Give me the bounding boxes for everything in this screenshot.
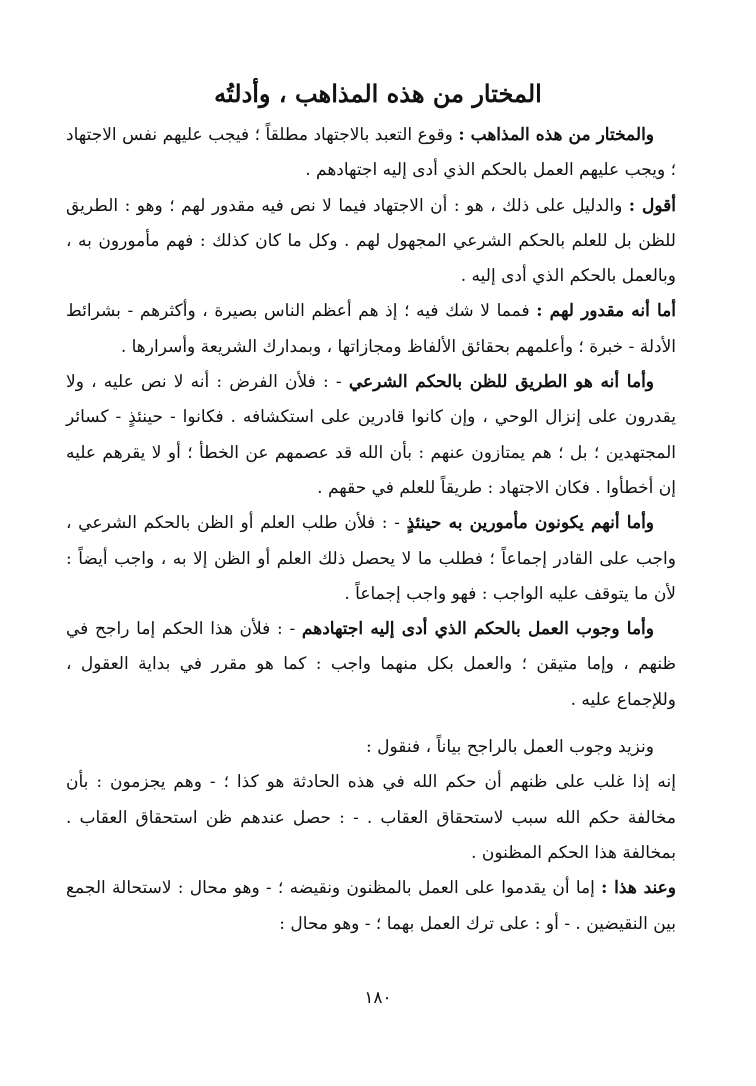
paragraph-lead: أقول : [628, 195, 676, 216]
paragraph-text: إنه إذا غلب على ظنهم أن حكم الله في هذه الحادثة هو كذا ؛ - وهم يجزمون : بأن مخالفة حكم الله سبب لاستحقاق العقاب . - : حصل عندهم ظن استحقاق العقاب . بمخالفة هذا الحكم المظنون . [66, 772, 676, 863]
paragraph-text: - : فلأن هذا الحكم إما راجح في ظنهم ، وإما متيقن ؛ والعمل بكل منهما واجب : كما هو مقرر في بداية العقول ، وللإجماع عليه . [66, 619, 676, 710]
paragraph-lead: والمختار من هذه المذاهب : [458, 125, 654, 145]
paragraph-evidence [66, 189, 676, 295]
paragraph-lead: وأما أنه هو الطريق للظن بالحكم الشرعي [348, 372, 655, 393]
paragraph-capability [66, 294, 676, 365]
paragraph-chosen-view [66, 118, 676, 189]
paragraph-text: وقوع التعبد بالاجتهاد مطلقاً ؛ فيجب عليهم نفس الاجتهاد ؛ ويجب عليهم العمل بالحكم الذي أدى إليه اجتهادهم . [66, 125, 676, 181]
paragraph-text: - : فلأن الفرض : أنه لا نص عليه ، ولا يقدرون على إنزال الوحي ، وإن كانوا قادرين على استكشافه . فكانوا - حينئذٍ - كسائر المجتهدين ؛ بل ؛ هم يمتازون عنهم : بأن الله قد عصمهم عن الخطأ ؛ أو لا يقرهم عليه إن أخطأوا . فكان الاجتهاد : طريقاً للعلم في حقهم . [66, 372, 676, 498]
page-title: المختار من هذه المذاهب ، وأدلتُه [214, 79, 542, 108]
paragraph-text: - : فلأن طلب العلم أو الظن بالحكم الشرعي ، واجب على القادر إجماعاً ؛ فطلب ما لا يحصل ذلك العلم أو الظن إلا به ، واجب أيضاً : لأن ما يتوقف عليه الواجب : فهو واجب إجماعاً . [66, 513, 676, 604]
paragraph-elaboration [66, 730, 676, 765]
page-body [66, 118, 676, 942]
page-number: ١٨٠ [364, 988, 392, 1008]
paragraph-lead: وأما وجوب العمل بالحكم الذي أدى إليه اجتهادهم [301, 619, 654, 640]
paragraph-text: فمما لا شك فيه ؛ إذ هم أعظم الناس بصيرة ، وأكثرهم - بشرائط الأدلة - خبرة ؛ وأعلمهم بحقائق الألفاظ ومجازاتها ، وبمدارك الشريعة وأسرارها . [66, 301, 676, 357]
paragraph-lead: وعند هذا : [601, 878, 676, 899]
paragraph-text: والدليل على ذلك ، هو : أن الاجتهاد فيما لا نص فيه مقدور لهم ؛ وهو : الطريق للظن بل للعلم بالحكم الشرعي المجهول لهم . وكل ما كان كذلك : فهم مأمورون به ، وبالعمل بالحكم الذي أدى إليه . [66, 195, 676, 287]
paragraph-conclusion [66, 871, 676, 942]
paragraph-commanded [66, 506, 676, 612]
paragraph-text: إما أن يقدموا على العمل بالمظنون ونقيضه ؛ - وهو محال : لاستحالة الجمع بين النقيضين . - أو : على ترك العمل بهما ؛ - وهو محال : [66, 878, 676, 934]
paragraph-lead: وأما أنهم يكونون مأمورين به حينئذٍ [406, 513, 654, 534]
paragraph-obligation-to-act [66, 612, 676, 718]
paragraph-lead: أما أنه مقدور لهم : [536, 301, 677, 322]
paragraph-path-to-opinion [66, 365, 676, 506]
paragraph-argument [66, 765, 676, 871]
paragraph-text: ونزيد وجوب العمل بالراجح بياناً ، فنقول : [366, 737, 654, 758]
